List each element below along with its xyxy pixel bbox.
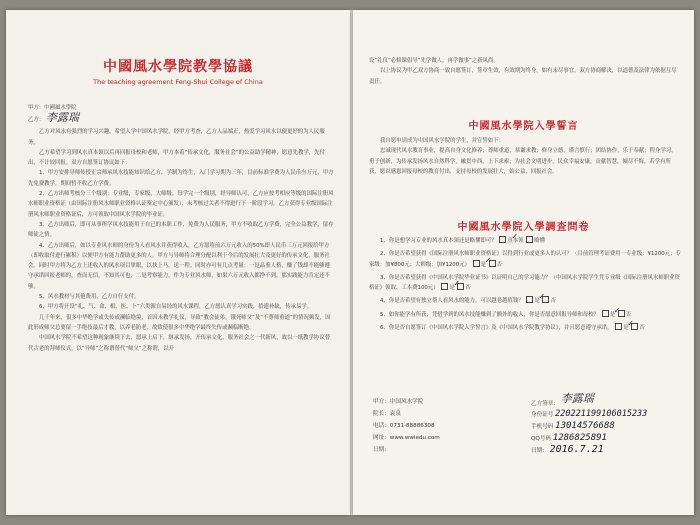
party-b-sign-row <box>531 392 691 408</box>
agreement-clause: 2、乙方出师考核分三个级别：专业级，专家级，大师级。每学完一个级别，经导师认可，乙方应按考相应等级的国际注册风水师职业资格证（由国际注册风水师职业资格认证鉴定中心颁发），未考核过关者不得进行下一阶段学习。乙方获得专业级国际注册风水师职业资格证后，方可领取中国风水学院的毕业证。 <box>28 191 334 218</box>
checkbox-checked[interactable] <box>526 296 533 303</box>
party-b-signature: 李露瑞 <box>45 111 79 125</box>
party-a: 甲方：中國風水學院 <box>28 105 77 111</box>
option-label: 是 <box>534 298 540 305</box>
checkbox[interactable] <box>618 310 625 317</box>
agreement-clause: 1、甲方安排导师传授正宗师承风水技能知识给乙方，学制为终生，入门学习期为三年，目前标准学费为人民币叁万元，甲方先免费教学，期间暂不收乙方学费。 <box>28 170 334 187</box>
agreement-page <box>6 10 350 515</box>
option-label: 略懂 <box>534 238 546 244</box>
agreement-clause: 3、乙方出师后，即可从事所学风水技能用于自己的本职工作，免费为人民服务，甲方不收取乙方学费，完全公益教学，留存师徒之情。 <box>28 221 334 239</box>
survey-list <box>369 236 681 336</box>
agreement-paragraph: 乙方对风水有强烈的学习兴趣，希望入学中国风水学院，经甲方考查，乙方人品端正，热爱学习风水以便更好的为人民服务。 <box>28 129 325 146</box>
checkbox-checked[interactable] <box>499 236 506 243</box>
field-label: 乙方签章： <box>531 401 559 407</box>
option-label: 否 <box>639 325 645 332</box>
survey-question-text: 1、你是想学习专业的风水真本领还是略懂即可？ <box>380 238 497 244</box>
field-label: 身份证号 <box>531 412 554 418</box>
party-b-label: 乙方： <box>28 117 45 124</box>
party-a-date: 日期： <box>373 447 390 453</box>
agreement-clause: 4、乙方出师后，如以专业风水师的身份为人看风水并获得收入，乙方愿将前六万元收入的50%即人民币三万元回报给甲方（即收取付进行累积）以便甲方有能力帮助更多的人。甲方与导师将合理分配以利于今后的发展壮大及更好的传承文化，服务社会。同时甲方将为乙方上述收入的风水项目掌眼，以扶上马，送一程。同时亦可有几点考量：一是品鉴人格，赚了钱却不能够遵守承诺回报老师的，查而无信，不知其可也；二是考察能力，作为专业风水师，如果六万元收入都挣不到，那实践能力肯定还不够。 <box>28 242 330 290</box>
oath-paragraph: 我自愿申请成为中国风水学院的学生，并宣誓如下： <box>380 138 504 144</box>
survey-title: 中國風水學院入學調查問卷 <box>457 222 590 233</box>
field-label: QQ号码 <box>531 436 551 442</box>
oath-paragraph: 忠诚现代风水教育事业，提高自身文化修养；尊师重道，恭谦求教；修身立德，谨言慎行；团结协作，乐于奉献；程身学习，勇于创新，为传承发扬风水自然科学，融贯中西，上下求索；为社会文明进步，民众幸福安康，贡献智慧，倾尽不悔。若学有所获，愿以感恩回报母校的教育付出，支持母校的发展壮大，始公益，回报社会。 <box>369 148 677 175</box>
survey-question <box>369 323 681 333</box>
party-b-date: 2016.7.21 <box>549 444 604 455</box>
agreement-paragraph: 以上协议为甲乙双方协商一致自愿签订，签章生效，有效期为终身。如有未尽事宜，双方协商解决，以道德及法律为依据互尽责任。 <box>369 68 677 85</box>
checkbox-checked[interactable] <box>441 283 448 290</box>
checkbox[interactable] <box>542 296 549 303</box>
checkbox-checked[interactable] <box>473 260 480 267</box>
checkbox[interactable] <box>457 283 464 290</box>
option-label: 真本领 <box>507 238 524 244</box>
party-b <box>28 113 334 127</box>
mobile-row <box>531 420 691 432</box>
agreement-paragraph: 设“礼仪”必修课倡导“先学做人，再学做事”之新风尚。 <box>369 58 499 64</box>
survey-question <box>369 310 681 320</box>
qq-number: 1286825891 <box>552 433 607 443</box>
option-label: 是 <box>623 325 629 332</box>
agreement-continuation <box>369 56 679 87</box>
option-label: 否 <box>550 298 556 305</box>
agreement-body <box>28 103 334 354</box>
checkbox[interactable] <box>526 236 533 243</box>
survey-question <box>369 273 681 294</box>
survey-question-text: 2、你是否希望获得《国际注册风水师职业资格证》以得到行业或更多人的认可？（目前管理考证费用一专业级：¥1200元；专家级：加¥800元；大师级：加¥1200元） <box>369 251 681 268</box>
checkbox-checked[interactable] <box>615 323 622 330</box>
field-label: 日期： <box>531 448 548 454</box>
field-label: 手机号码 <box>531 424 554 430</box>
party-b-info <box>531 392 691 456</box>
survey-question <box>369 296 681 306</box>
checkbox-checked[interactable] <box>602 310 609 317</box>
agreement-subtitle: The teaching agreement Feng-Shui College of China <box>93 78 263 86</box>
option-label: 是 <box>449 285 455 292</box>
survey-question <box>369 236 681 246</box>
option-label: 否 <box>465 285 471 292</box>
party-a-name: 甲方：中国风水学院 <box>373 399 424 405</box>
party-a-info <box>373 396 513 456</box>
oath-survey-page <box>353 10 694 515</box>
president: 院长：袁泉 <box>373 411 401 417</box>
agreement-paragraph: 乙方希望学习到风水真本领以后再回报母校和老师，甲方本着“传承文化，服务社会”的公益助学精神，愿意先教学，先付出，不计较回报。双方自愿签订协议如下： <box>28 149 325 167</box>
option-label: 是 <box>480 261 487 268</box>
survey-question-text: 4、你是否希望有独立帮人看风水的能力，可以越老越值钱？ <box>380 298 524 305</box>
survey-question-text: 6、你是否自愿签订《中国风水学院入学誓言》及《中国风水学院教学协议》，并且愿意遵守承诺。 <box>380 325 613 332</box>
option-label: 否 <box>625 311 632 318</box>
agreement-clause: 5、风水教材与其他费用，乙方自行支付。 <box>39 294 140 301</box>
party-b-date-row <box>531 444 691 456</box>
agreement-paragraph: 中国风水学院不希望这种现象继续下去，愿承上启下，继承发扬，开传承文化，服务社会之一代新风，故以一纸教学协议替代古老的拜师仪式，以“导师”之称谓替代“师父”之称谓，以开 <box>28 335 331 352</box>
checkbox[interactable] <box>631 323 638 330</box>
survey-question <box>369 249 681 270</box>
oath-title: 中國風水學院入學誓言 <box>468 121 579 132</box>
agreement-clause: 6、甲方将开设“礼、气、命、相、医、卜”六类源自易经的风水课程，乙方愿认真学习实践，拾遗补缺，传承易学。 <box>39 304 313 311</box>
mobile-number: 13014576688 <box>555 421 615 431</box>
oath-body <box>369 136 679 177</box>
id-number: 220221199106015233 <box>555 409 648 419</box>
agreement-title: 中國風水學院教學協議 <box>103 59 253 75</box>
checkbox[interactable] <box>489 260 496 267</box>
id-row <box>531 408 691 420</box>
qq-row <box>531 432 691 444</box>
option-label: 否 <box>496 261 503 268</box>
survey-question-text: 5、如你能学有所获，凭借学到的风水技能赚到了额外的收入，你是否愿意回报导师和母校？ <box>380 311 600 318</box>
website: 网址：www.wwiedu.com <box>373 435 440 441</box>
party-b-signature: 李露瑞 <box>560 392 594 405</box>
survey-question-text: 3、你是否希望获得《中国风水学院毕业证书》以证明自己的学习能力？（中国风水学院学生凭专业级《国际注册风水师职业资格证》领取，工本费100元） <box>369 274 680 292</box>
option-label: 是 <box>609 311 616 318</box>
phone: 电话：0731-88886308 <box>373 423 435 429</box>
agreement-paragraph: 几千年来，很多中华绝学或失传或濒临绝境，首因未教学礼仪，导致“教会徒弟，饿死师父”及“不尊师重道”的情况频发，因此形成师父总要留一手绝技最后才教，以养老防老，故致使很多中华绝学最终失传或濒临断绝。 <box>28 314 331 331</box>
